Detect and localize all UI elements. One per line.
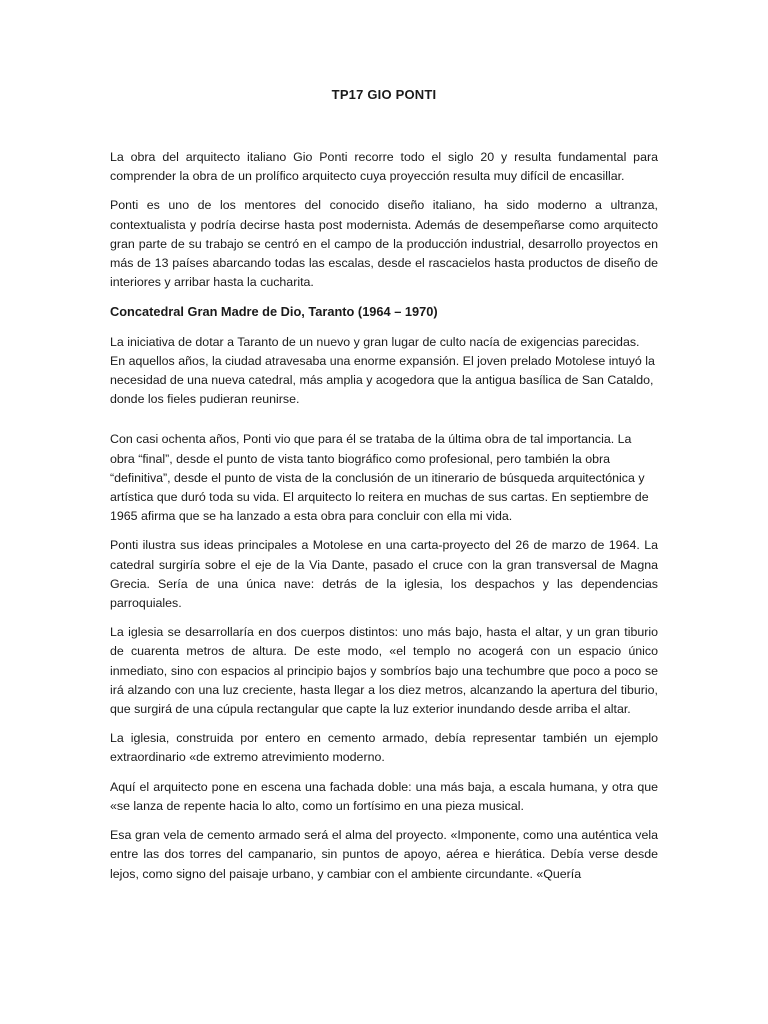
paragraph-carta-proyecto: Ponti ilustra sus ideas principales a Motolese en una carta-proyecto del 26 de marzo de 1964. La catedral surgiría sobre el eje de la Via Dante, pasado el cruce con la gran transversal de Magna Grecia. Sería de una única nave: detrás de la iglesia, los despachos y las dependencias parroquiales. [110,538,658,611]
paragraph-cemento-armado: La iglesia, construida por entero en cemento armado, debía representar también un ejemplo extraordinario «de extremo atrevimiento moderno. [110,731,658,765]
paragraph-dos-cuerpos: La iglesia se desarrollaría en dos cuerpos distintos: uno más bajo, hasta el altar, y un gran tiburio de cuarenta metros de altura. De este modo, «el templo no acogerá con un espacio único inmediato, sino con espacios al principio bajos y sombríos bajo una techumbre que poco a poco se irá alzando con una luz creciente, hasta llegar a los diez metros, alcanzando la apertura del tiburio, que surgirá de una cúpula rectangular que capte la luz exterior inundando desde arriba el altar. [110,625,658,717]
paragraph-ponti-mentor: Ponti es uno de los mentores del conocido diseño italiano, ha sido moderno a ultranza, contextualista y podría decirse hasta post modernista. Además de desempeñarse como arquitecto gran parte de su trabajo se centró en el campo de la producción industrial, desarrollo proyectos en más de 13 países abarcando todas las escalas, desde el rascacielos hasta productos de diseño de interiores y arribar hasta la cucharita. [110,198,658,290]
paragraph-iniciativa: La iniciativa de dotar a Taranto de un nuevo y gran lugar de culto nacía de exigencias parecidas. En aquellos años, la ciudad atravesaba una enorme expansión. El joven prelado Motolese intuyó la necesidad de una nueva catedral, más amplia y acogedora que la antigua basílica de San Cataldo, donde los fieles pudieran reunirse. [110,334,655,407]
paragraph-intro: La obra del arquitecto italiano Gio Ponti recorre todo el siglo 20 y resulta fundamental para comprender la obra de un prolífico arquitecto cuya proyección resulta muy difícil de encasillar. [110,150,658,184]
paragraph-fachada-doble: Aquí el arquitecto pone en escena una fachada doble: una más baja, a escala humana, y otra que «se lanza de repente hacia lo alto, como un fortísimo en una pieza musical. [110,779,658,813]
paragraph-ochenta-anos: Con casi ochenta años, Ponti vio que para él se trataba de la última obra de tal importancia. La obra “final”, desde el punto de vista tanto biográfico como profesional, pero también la obra “definitiva”, desde el punto de vista de la conclusión de un itinerario de búsqueda arquitectónica y artística que duró toda su vida. El arquitecto lo reitera en muchas de sus cartas. En septiembre de 1965 afirma que se ha lanzado a esta obra para concluir con ella mi vida. [110,432,649,524]
document-title: TP17 GIO PONTI [331,87,437,102]
document-body [110,148,658,894]
section-heading-concatedral: Concatedral Gran Madre de Dio, Taranto (1964 – 1970) [110,304,438,320]
paragraph-gran-vela: Esa gran vela de cemento armado será el alma del proyecto. «Imponente, como una auténtica vela entre las dos torres del campanario, sin puntos de apoyo, aérea e hierática. Debía verse desde lejos, como signo del paisaje urbano, y cambiar con el ambiente circundante. «Quería [110,828,658,881]
